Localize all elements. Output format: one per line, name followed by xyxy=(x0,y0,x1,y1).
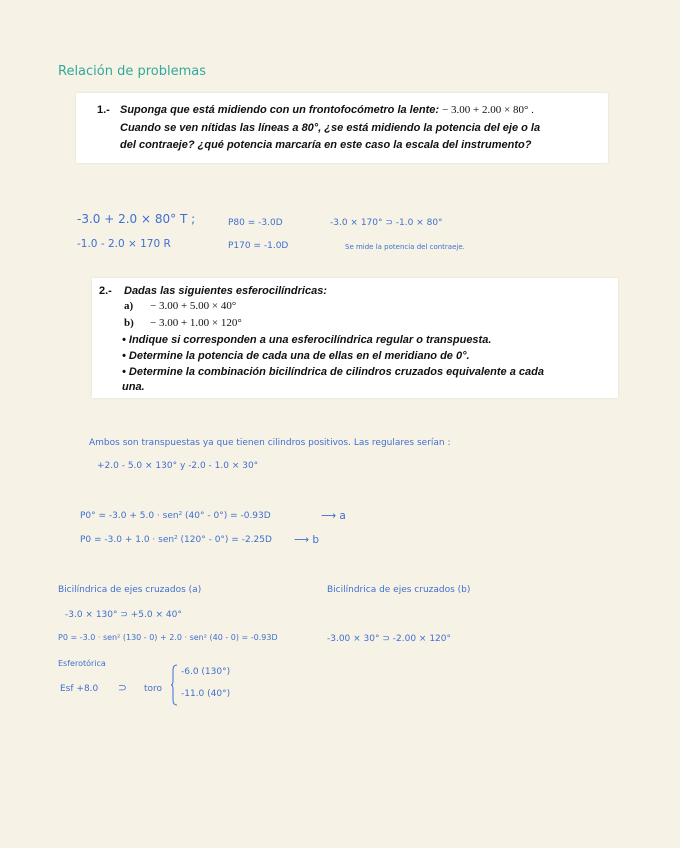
option-b-value: − 3.00 + 1.00 × 120° xyxy=(150,317,242,329)
problem-1-number: 1.- xyxy=(97,104,110,116)
option-a-value: − 3.00 + 5.00 × 40° xyxy=(150,300,237,312)
toric-label: toro xyxy=(144,684,163,694)
bicylindrical-b-heading: Bicilíndrica de ejes cruzados (b) xyxy=(327,585,471,595)
bullet-3-continued: una. xyxy=(122,381,145,393)
problem-1-card xyxy=(76,93,608,163)
bullet-2: • Determine la potencia de cada una de ellas en el meridiano de 0°. xyxy=(122,350,470,362)
problem-1-text: Suponga que está midiendo con un frontofocómetro la lente: xyxy=(120,104,440,116)
bullet-3: • Determine la combinación bicilíndrica de cilindros cruzados equivalente a cada xyxy=(122,366,544,378)
power-0-b-arrow: ⟶ b xyxy=(294,534,320,546)
option-a-label: a) xyxy=(124,300,134,312)
problem-2-card xyxy=(92,278,618,398)
problem-2-number: 2.- xyxy=(99,285,112,297)
answer-1-power-80: P80 = -3.0D xyxy=(228,218,283,228)
answer-1-row-2: -1.0 - 2.0 × 170 R xyxy=(77,238,171,250)
option-b xyxy=(124,317,242,329)
problem-2-title: Dadas las siguientes esferocilíndricas: xyxy=(124,285,327,297)
problem-1-line-2: Cuando se ven nítidas las líneas a 80°, ¿se está midiendo la potencia del eje o la xyxy=(120,122,541,134)
answer-1-transposition: -3.0 × 170° ⊃ -1.0 × 80° xyxy=(330,218,443,228)
brace-icon xyxy=(171,664,178,706)
answer-1-note: Se mide la potencia del contraeje. xyxy=(345,243,465,251)
option-a xyxy=(124,300,236,312)
power-0-a-arrow: ⟶ a xyxy=(321,510,346,522)
page-title: Relación de problemas xyxy=(58,64,207,79)
spherotoric-label: Esferotórica xyxy=(58,659,106,668)
bicylindrical-a-heading: Bicilíndrica de ejes cruzados (a) xyxy=(58,585,202,595)
answer-2-line-1: Ambos son transpuestas ya que tienen cilindros positivos. Las regulares serían : xyxy=(89,438,451,448)
crossed-cylinders-a: -3.0 × 130° ⊃ +5.0 × 40° xyxy=(65,610,182,620)
toric-meridian-1: -6.0 (130°) xyxy=(181,667,231,677)
power-0-a: P0° = -3.0 + 5.0 · sen² (40° - 0°) = -0.93D xyxy=(80,511,271,521)
problem-1-line-3: del contraeje? ¿qué potencia marcaría en este caso la escala del instrumento? xyxy=(120,139,532,151)
bullet-1: • Indique si corresponden a una esferocilíndrica regular o transpuesta. xyxy=(122,334,492,346)
transposition-symbol: ⊃ xyxy=(118,682,127,694)
answer-1-power-170: P170 = -1.0D xyxy=(228,241,289,251)
option-b-label: b) xyxy=(124,317,134,329)
power-0-b: P0 = -3.0 + 1.0 · sen² (120° - 0°) = -2.25D xyxy=(80,535,272,545)
problem-1-line-1 xyxy=(120,102,534,118)
sphere-power: Esf +8.0 xyxy=(60,684,99,694)
power-0-check: P0 = -3.0 · sen² (130 - 0) + 2.0 · sen² (40 - 0) = -0.93D xyxy=(58,633,278,642)
problem-1-lens: − 3.00 + 2.00 × 80° . xyxy=(442,104,534,116)
answer-2-line-2: +2.0 - 5.0 × 130° y -2.0 - 1.0 × 30° xyxy=(97,461,259,471)
crossed-cylinders-b: -3.00 × 30° ⊃ -2.00 × 120° xyxy=(327,634,451,644)
answer-1-row-1: -3.0 + 2.0 × 80° T ; xyxy=(77,212,196,226)
toric-meridian-2: -11.0 (40°) xyxy=(181,689,231,699)
